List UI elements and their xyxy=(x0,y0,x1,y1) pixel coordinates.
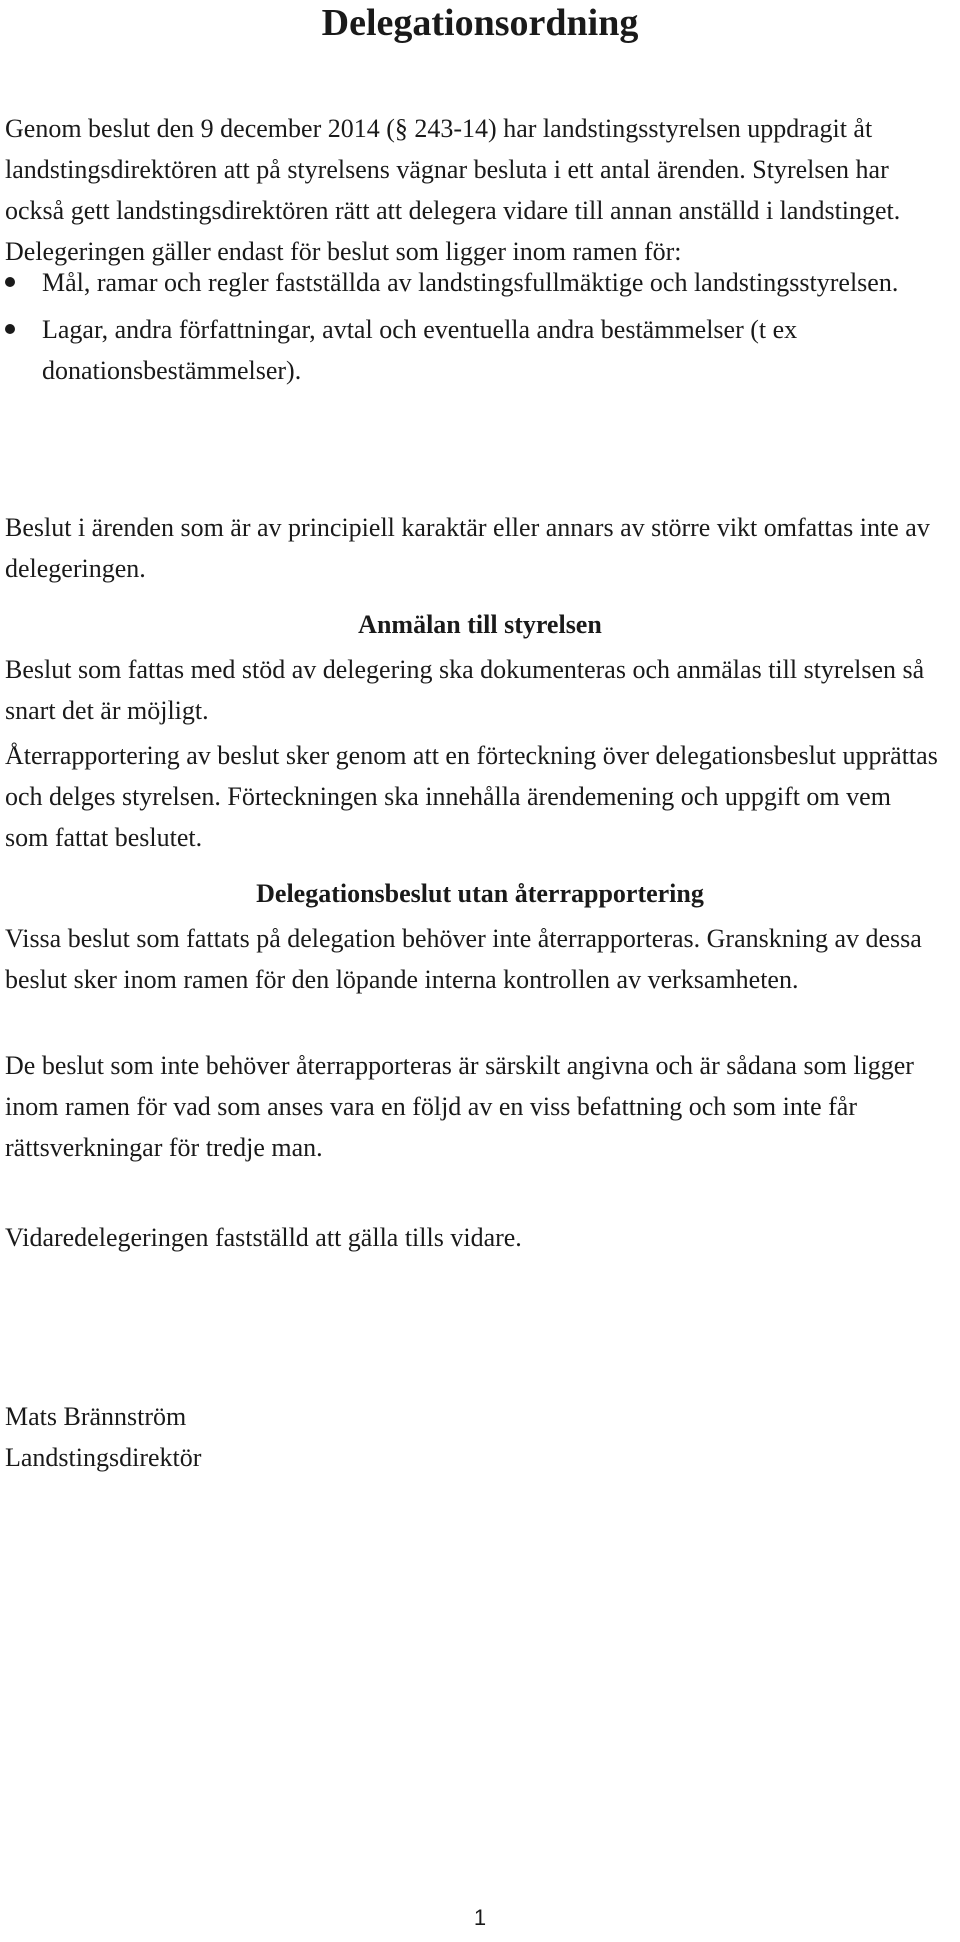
signature-name: Mats Brännström xyxy=(5,1402,187,1431)
page-number: 1 xyxy=(473,1905,487,1930)
section1-paragraph-1: Beslut som fattas med stöd av delegering ska dokumenteras och anmälas till styrelsen så snart det är möjligt. xyxy=(5,655,925,725)
intro-paragraph: Genom beslut den 9 december 2014 (§ 243-14) har landstingsstyrelsen uppdragit åt landstingsdirektören att på styrelsens vägnar besluta i ett antal ärenden. Styrelsen har också gett landstingsdirektören rätt att delegera vidare till annan anställd i landstinget. xyxy=(5,114,901,225)
scope-item-text: Mål, ramar och regler fastställda av landstingsfullmäktige och landstingsstyrelsen. xyxy=(42,268,899,297)
section-heading-utan-aterrapportering: Delegationsbeslut utan återrapportering xyxy=(256,879,704,908)
bullet-icon xyxy=(5,277,15,287)
section1-paragraph-2: Återrapportering av beslut sker genom att en förteckning över delegationsbeslut upprättas och delges styrelsen. Förteckningen ska innehålla ärendemening och uppgift om vem som fattat beslutet. xyxy=(5,741,938,852)
closing-statement: Vidaredelegeringen fastställd att gälla tills vidare. xyxy=(5,1223,522,1252)
section-heading-anmalan: Anmälan till styrelsen xyxy=(358,610,602,639)
principle-note: Beslut i ärenden som är av principiell karaktär eller annars av större vikt omfattas inte av delegeringen. xyxy=(5,513,930,583)
section2-paragraph-1: Vissa beslut som fattats på delegation behöver inte återrapporteras. Granskning av dessa beslut sker inom ramen för den löpande interna kontrollen av verksamheten. xyxy=(5,924,922,994)
scope-intro: Delegeringen gäller endast för beslut som ligger inom ramen för: xyxy=(5,237,682,266)
bullet-icon xyxy=(5,324,15,334)
scope-item xyxy=(0,309,940,391)
scope-item xyxy=(0,262,940,303)
scope-item-text: Lagar, andra författningar, avtal och eventuella andra bestämmelser (t ex donationsbestämmelser). xyxy=(42,315,798,385)
document-title: Delegationsordning xyxy=(321,2,639,44)
section2-paragraph-2: De beslut som inte behöver återrapporteras är särskilt angivna och är sådana som ligger inom ramen för vad som anses vara en följd av en viss befattning och som inte får rättsverkningar för tredje man. xyxy=(5,1051,914,1162)
signature-role: Landstingsdirektör xyxy=(5,1443,202,1472)
scope-list xyxy=(0,262,940,397)
